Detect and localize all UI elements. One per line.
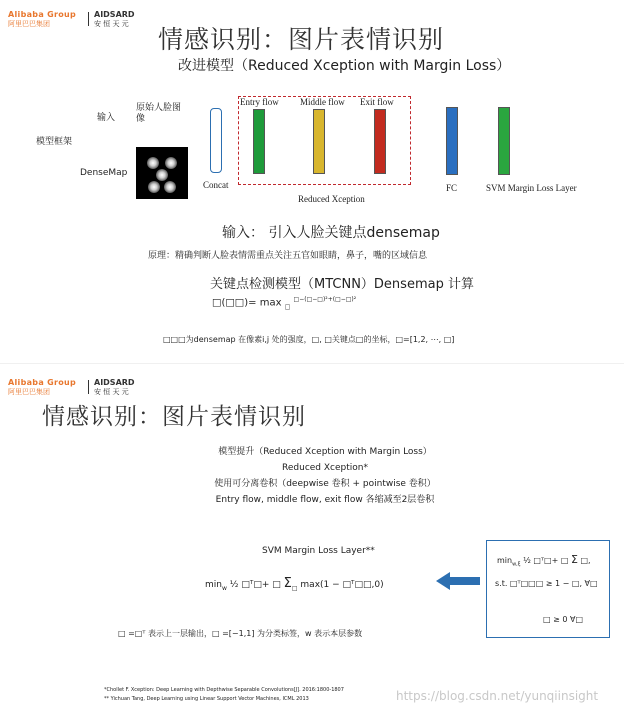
box-tail: □,	[580, 556, 591, 565]
concat-label: Concat	[203, 180, 229, 190]
brand-logo	[8, 10, 76, 29]
principle-text: 原理：精确判断人脸表情需重点关注五官如眼睛，鼻子，嘴的区域信息	[148, 251, 428, 261]
box-min-sub: w,ξ	[512, 561, 521, 568]
face-image-label: 原始人脸图像	[136, 103, 182, 124]
reference-2: ** Yichuan Tang, Deep Learning using Linear Support Vector Machines, ICML 2013	[104, 696, 309, 702]
improvement-line: Reduced Xception*	[282, 463, 368, 473]
svm-label: SVM Margin Loss Layer	[486, 183, 577, 193]
formula-tail: max(1 − □ᵀ□□,0)	[300, 580, 384, 590]
brand-logo-subtext: 阿里巴巴集团	[8, 388, 50, 396]
box-objective	[497, 553, 591, 568]
slide-2	[0, 370, 624, 711]
partner-logo	[94, 10, 135, 29]
logo-divider	[88, 12, 89, 26]
formula-sigma: Σ	[283, 576, 292, 591]
densemap-formula	[212, 296, 356, 310]
formula-min-sub: w	[221, 584, 227, 592]
entry-flow-block	[253, 109, 265, 174]
slide-1	[0, 0, 624, 355]
formula-subscript: □	[284, 303, 291, 311]
partner-logo-text: AIDSARD	[94, 10, 135, 19]
logo-divider	[88, 380, 89, 394]
formula-lhs: □(□□)= max	[212, 297, 282, 309]
concat-block	[210, 108, 222, 173]
watermark: https://blog.csdn.net/yunqiinsight	[396, 689, 599, 703]
improvement-line: 模型提升（Reduced Xception with Margin Loss）	[218, 447, 432, 457]
fc-label: FC	[446, 183, 458, 193]
entry-flow-label: Entry flow	[240, 97, 279, 107]
partner-logo-subtext: 安 恒 天 元	[94, 388, 129, 396]
model-improvement-list	[210, 444, 440, 508]
parameter-note: □ =□ᵀ 表示上一层输出，□ =[−1,1] 为分类标签，w 表示本层参数	[118, 629, 363, 638]
slide-subtitle: 改进模型（Reduced Xception with Margin Loss）	[178, 58, 511, 74]
fc-block	[446, 107, 458, 175]
brand-logo-text: Alibaba Group	[8, 10, 77, 19]
framework-label: 模型框架	[36, 137, 73, 147]
loss-formula	[205, 576, 384, 592]
densemap-image	[136, 147, 188, 199]
svm-block	[498, 107, 510, 175]
svm-constraint-box	[486, 540, 610, 638]
slide-title: 情感识别：图片表情识别	[158, 25, 445, 54]
middle-flow-label: Middle flow	[300, 97, 345, 107]
formula-exponent: □−(□−□)²+(□−□)²	[293, 296, 357, 303]
brand-logo	[8, 378, 76, 397]
box-constraint: s.t. □ᵀ□□□ ≥ 1 − □, ∀□	[495, 579, 598, 588]
left-arrow-icon	[436, 572, 480, 590]
exit-flow-block	[374, 109, 386, 174]
formula-sigma-sub: □	[291, 584, 298, 592]
middle-flow-block	[313, 109, 325, 174]
box-body: □ᵀ□+ □	[533, 556, 569, 565]
improvement-line: 使用可分离卷积（deepwise 卷积 + pointwise 卷积）	[214, 479, 436, 489]
box-min: min	[497, 556, 513, 565]
formula-note: □□□为densemap 在像素i,j 处的强度，□, □关键点□的坐标，□=[1,2, ⋯, □]	[163, 335, 455, 344]
slide-title: 情感识别：图片表情识别	[42, 404, 306, 430]
densemap-label: DenseMap	[80, 168, 128, 178]
partner-logo-subtext: 安 恒 天 元	[94, 20, 129, 28]
input-label: 输入	[97, 113, 116, 123]
improvement-line: Entry flow, middle flow, exit flow 各缩减至2层卷积	[215, 495, 435, 505]
keypoint-title: 关键点检测模型（MTCNN）Densemap 计算	[210, 277, 474, 292]
reference-1: *Chollet F. Xception: Deep Learning with Depthwise Separable Convolutions[J]. 2016:1800-1807	[104, 687, 344, 693]
box-half: ½	[523, 556, 531, 565]
slide-divider	[0, 363, 624, 364]
formula-min: min	[205, 580, 222, 590]
box-slack-constraint: □ ≥ 0 ∀□	[543, 615, 584, 624]
formula-half: ½	[229, 580, 239, 590]
formula-body: □ᵀ□+ □	[241, 580, 281, 590]
input-note: 输入： 引入人脸关键点densemap	[222, 225, 440, 241]
box-sigma: Σ	[570, 553, 578, 566]
model-diagram	[0, 90, 624, 210]
exit-flow-label: Exit flow	[360, 97, 394, 107]
partner-logo-text: AIDSARD	[94, 378, 135, 387]
svm-title: SVM Margin Loss Layer**	[262, 546, 375, 556]
brand-logo-text: Alibaba Group	[8, 378, 77, 387]
brand-logo-subtext: 阿里巴巴集团	[8, 20, 50, 28]
partner-logo	[94, 378, 135, 397]
reduced-xception-label: Reduced Xception	[298, 194, 365, 204]
